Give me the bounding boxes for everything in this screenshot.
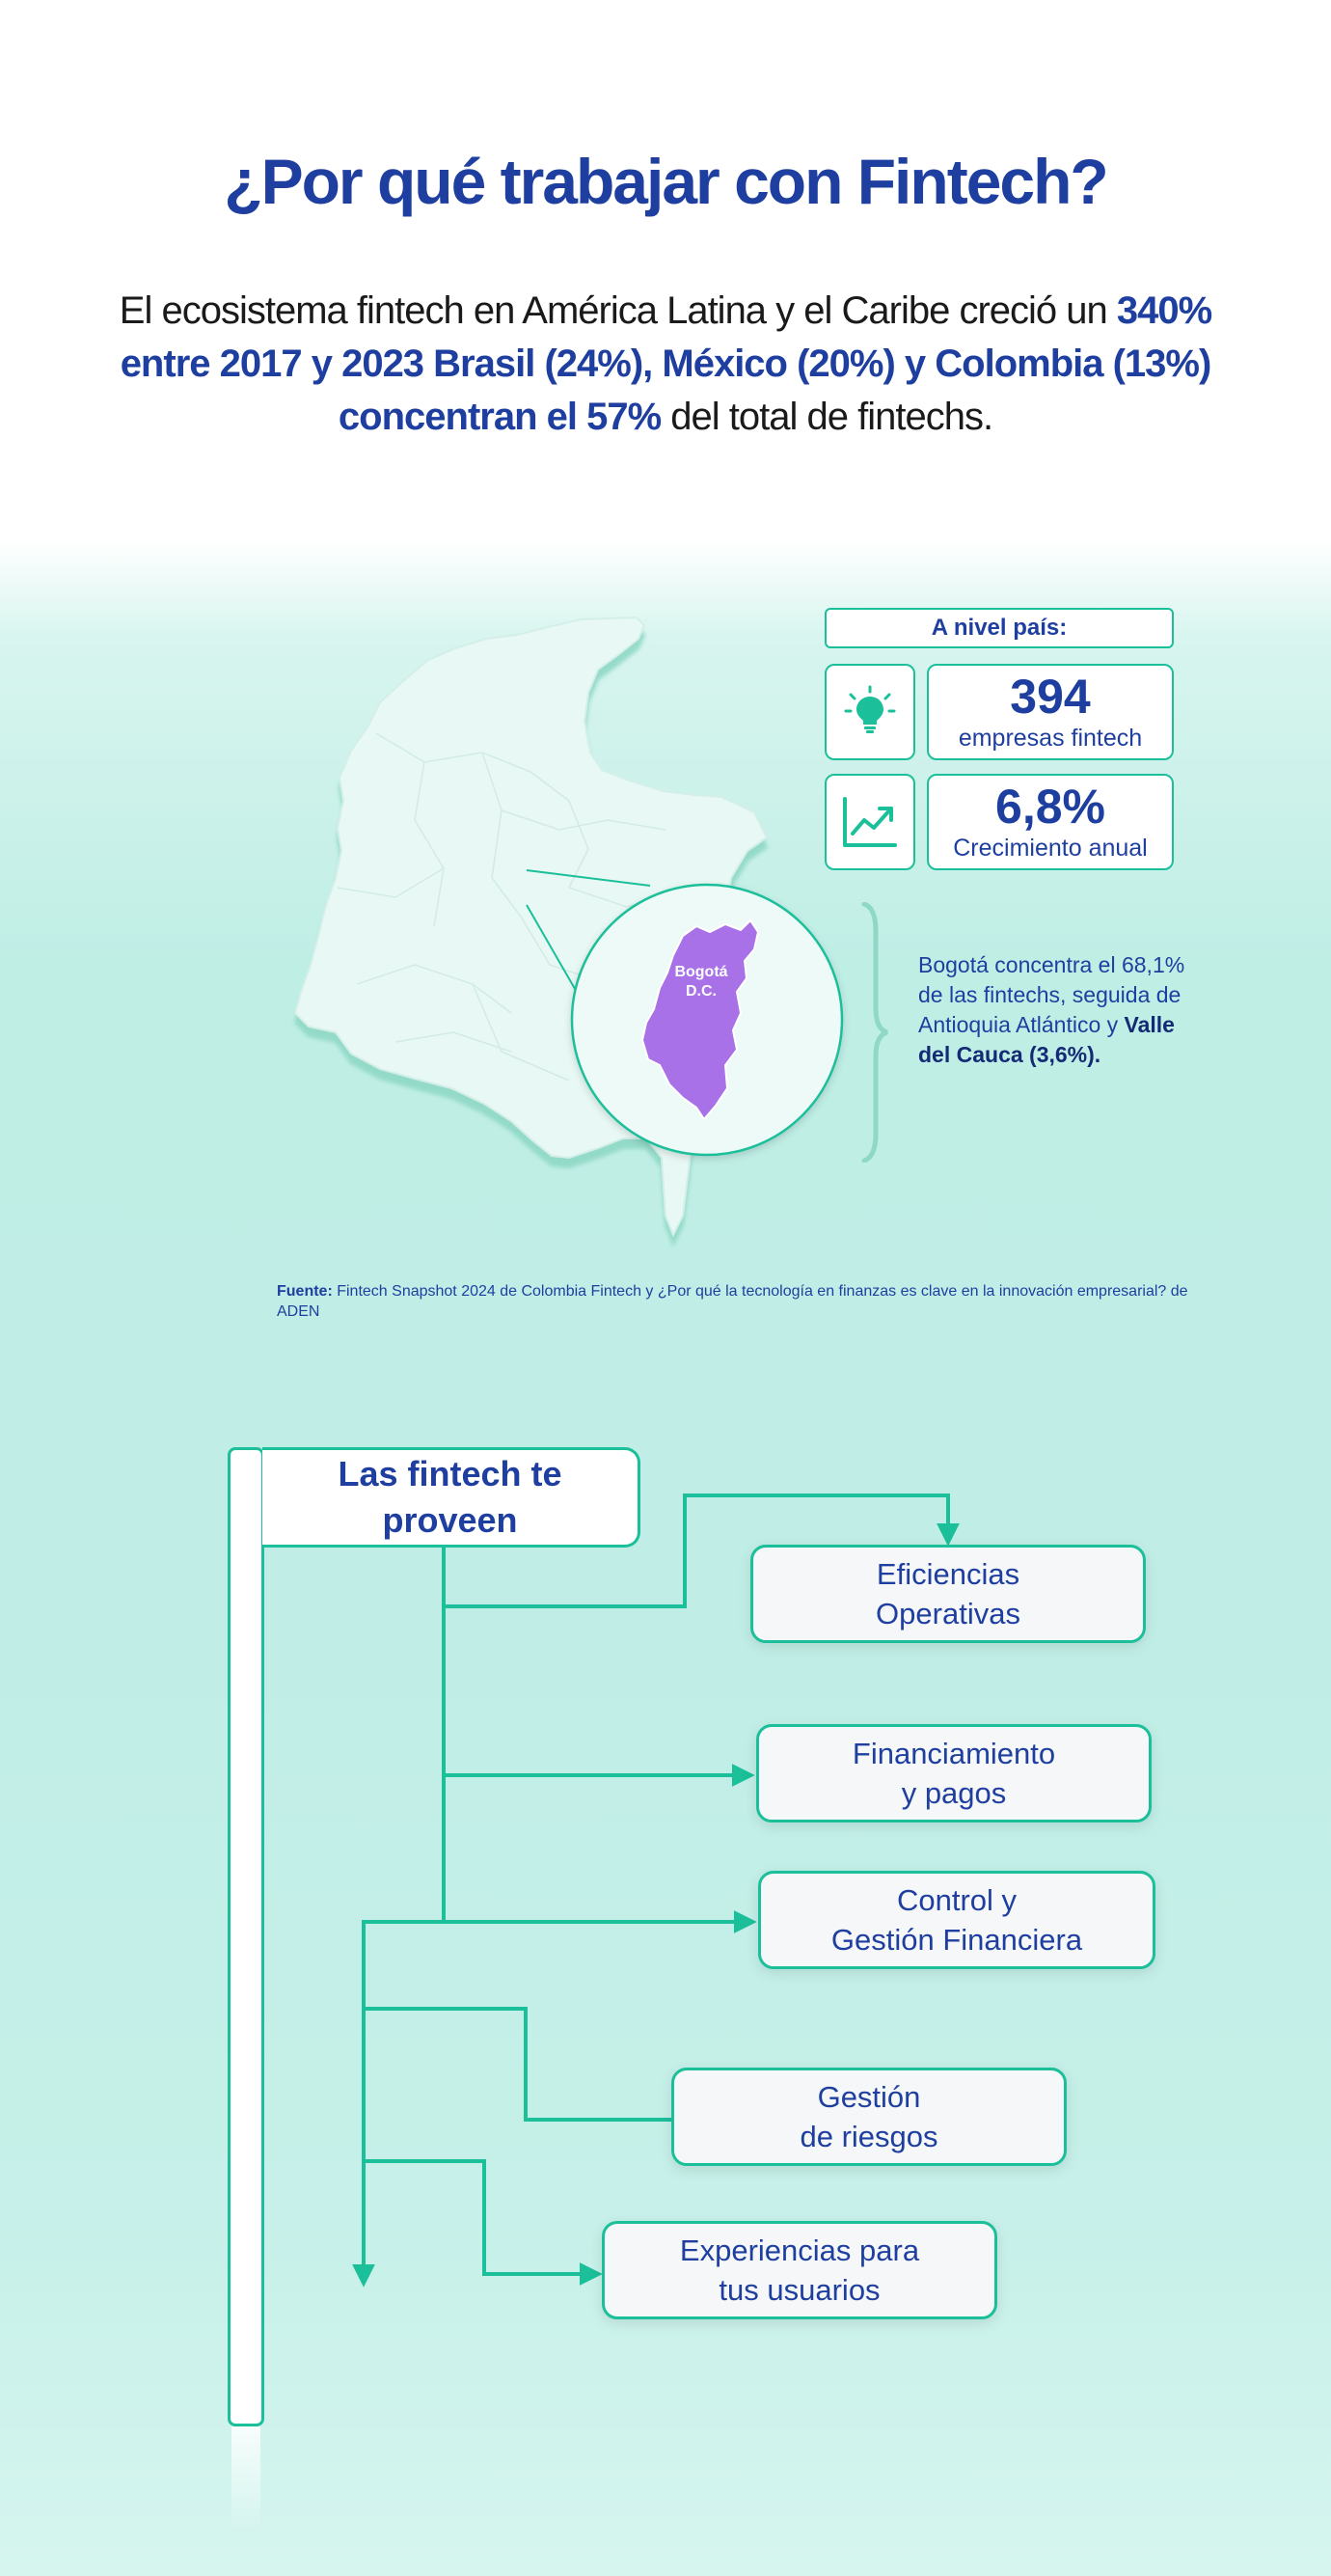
bogota-label-line2: D.C. xyxy=(686,983,717,1000)
flow-root-box xyxy=(262,1447,640,1548)
source-text: Fintech Snapshot 2024 de Colombia Fintech y ¿Por qué la tecnología en finanzas es clave en la innovación empresarial? de ADEN xyxy=(277,1283,1188,1320)
page-title: ¿Por qué trabajar con Fintech? xyxy=(224,146,1107,217)
intro-highlight: 340% entre 2017 y 2023 Brasil (24%), México (20%) y Colombia (13%) concentran el 57% xyxy=(120,289,1212,438)
flow-root-line1: Las fintech te xyxy=(338,1454,562,1494)
intro-text-2: del total de fintechs. xyxy=(661,396,993,438)
country-level-heading: A nivel país: xyxy=(825,608,1174,648)
flow-node-experiencias xyxy=(602,2221,997,2319)
companies-count: 394 xyxy=(1010,670,1091,724)
flow-node-eficiencias xyxy=(750,1545,1146,1643)
source-label: Fuente: xyxy=(277,1283,333,1300)
node-line1: Eficiencias xyxy=(876,1557,1020,1591)
node-line2: y pagos xyxy=(901,1776,1007,1810)
intro-text-1: El ecosistema fintech en América Latina y el Caribe creció un xyxy=(119,289,1117,332)
companies-label: empresas fintech xyxy=(958,725,1143,752)
node-line1: Gestión xyxy=(817,2080,921,2114)
growth-label: Crecimiento anual xyxy=(953,835,1148,862)
flow-node-riesgos xyxy=(671,2068,1067,2166)
description-text: Bogotá concentra el 68,1% de las fintechs, seguida de Antioquia Atlántico y xyxy=(918,952,1185,1037)
flow-node-control xyxy=(758,1871,1155,1969)
node-line2: tus usuarios xyxy=(719,2273,881,2307)
node-line2: de riesgos xyxy=(800,2120,938,2153)
node-line2: Operativas xyxy=(876,1597,1020,1631)
bogota-label-line1: Bogotá xyxy=(674,964,728,980)
flow-root-line2: proveen xyxy=(382,1500,518,1540)
node-line1: Control y xyxy=(896,1883,1018,1917)
growth-value: 6,8% xyxy=(995,780,1105,834)
node-line1: Financiamiento xyxy=(852,1737,1056,1770)
node-line1: Experiencias para xyxy=(679,2233,920,2267)
description-bold: Valle del Cauca (3,6%). xyxy=(918,1012,1175,1067)
flow-node-financiamiento xyxy=(756,1724,1152,1822)
node-line2: Gestión Financiera xyxy=(830,1923,1083,1957)
